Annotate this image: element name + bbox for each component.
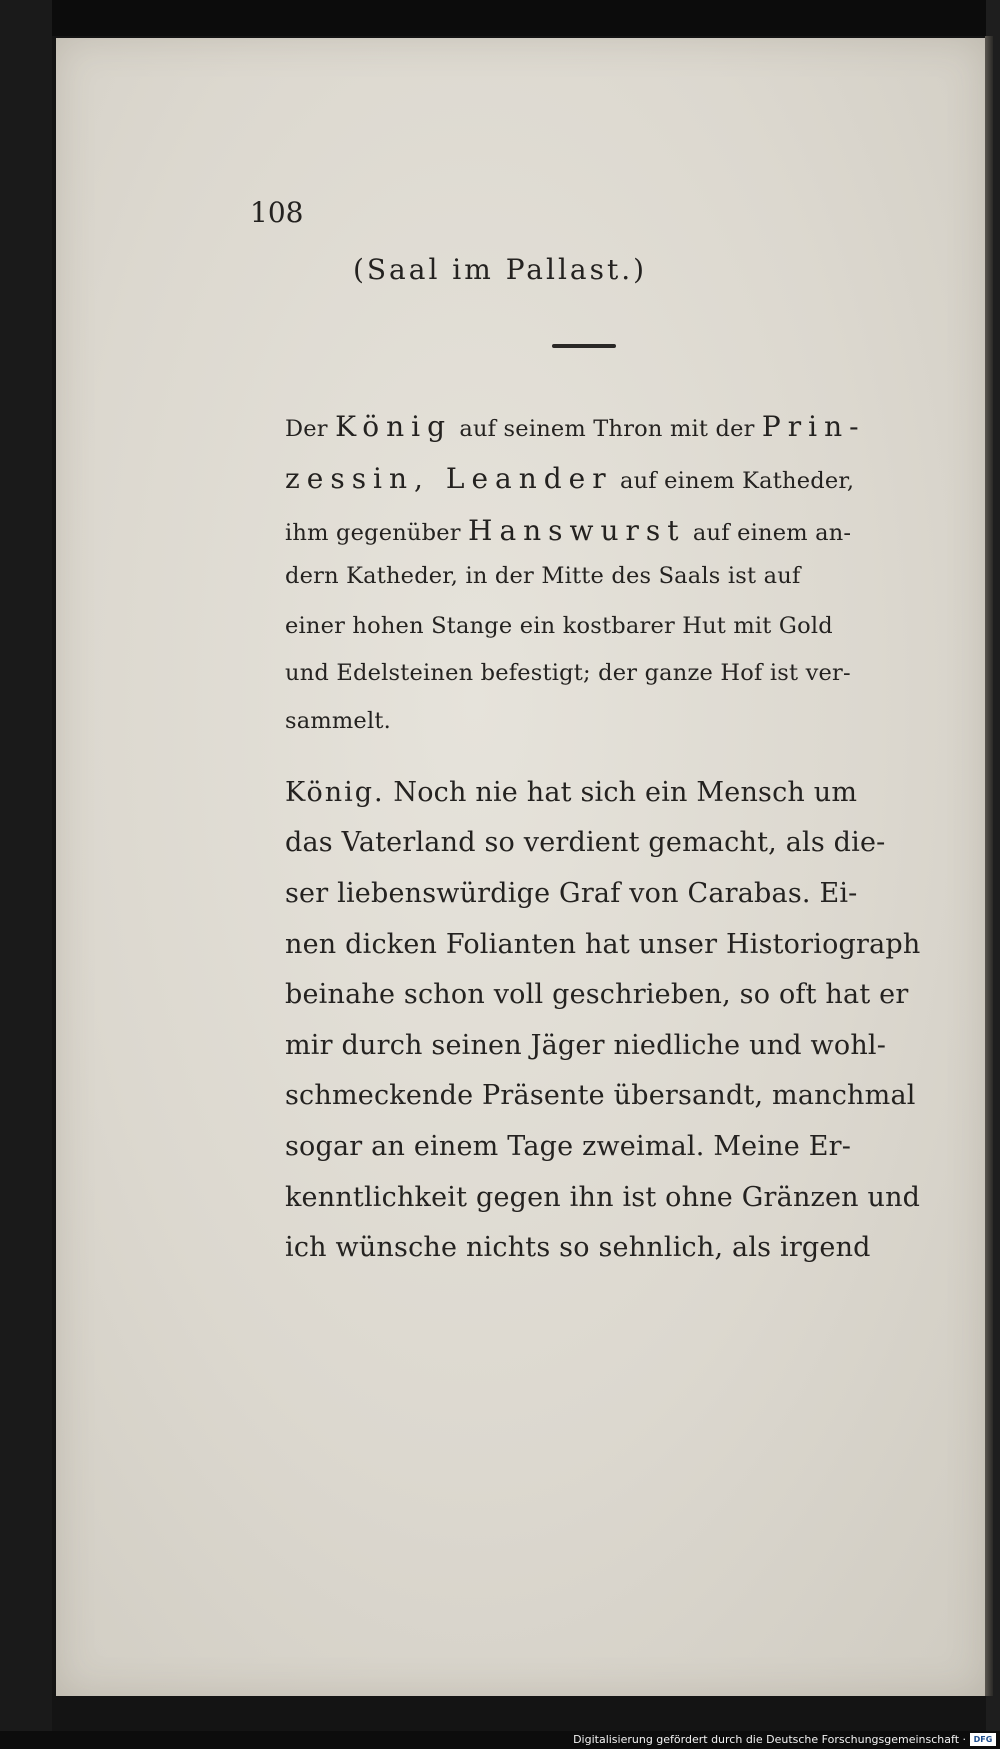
speech-line: mir durch seinen Jäger niedliche und wohl-: [285, 1030, 887, 1061]
stage-direction-line: ihm gegenüber Hanswurst auf einem an-: [285, 514, 852, 547]
scan-top-border: [0, 0, 1000, 36]
funding-credit: Digitalisierung gefördert durch die Deutsche Forschungsgemeinschaft ·: [573, 1733, 966, 1746]
speech-line: beinahe schon voll geschrieben, so oft hat er: [285, 979, 909, 1010]
ornamental-rule: [552, 344, 616, 348]
speech-line: nen dicken Folianten hat unser Historiograph: [285, 929, 921, 960]
stage-direction-line: Der König auf seinem Thron mit der Prin-: [285, 410, 866, 443]
stage-direction-line: dern Katheder, in der Mitte des Saals ist auf: [285, 563, 801, 589]
stage-direction-line: einer hohen Stange ein kostbarer Hut mit Gold: [285, 613, 833, 639]
speech-line: ser liebenswürdige Graf von Carabas. Ei-: [285, 878, 858, 909]
speaker-name: König.: [285, 777, 385, 808]
scene-heading: (Saal im Pallast.): [352, 253, 648, 286]
page-number: 108: [250, 196, 304, 229]
stage-direction-line: und Edelsteinen befestigt; der ganze Hof ist ver-: [285, 660, 851, 686]
speech-line: sogar an einem Tage zweimal. Meine Er-: [285, 1131, 852, 1162]
speech-line: König. Noch nie hat sich ein Mensch um: [285, 777, 858, 808]
speech-line: kenntlichkeit gegen ihn ist ohne Gränzen und: [285, 1182, 921, 1213]
book-page: [56, 38, 986, 1696]
speech-line: das Vaterland so verdient gemacht, als die-: [285, 827, 886, 858]
dfg-logo: DFG: [970, 1733, 996, 1746]
speech-line: schmeckende Präsente übersandt, manchmal: [285, 1080, 916, 1111]
speech-line: ich wünsche nichts so sehnlich, als irgend: [285, 1232, 871, 1263]
stage-direction-line: sammelt.: [285, 708, 391, 734]
stage-direction-line: zessin, Leander auf einem Katheder,: [285, 462, 855, 495]
